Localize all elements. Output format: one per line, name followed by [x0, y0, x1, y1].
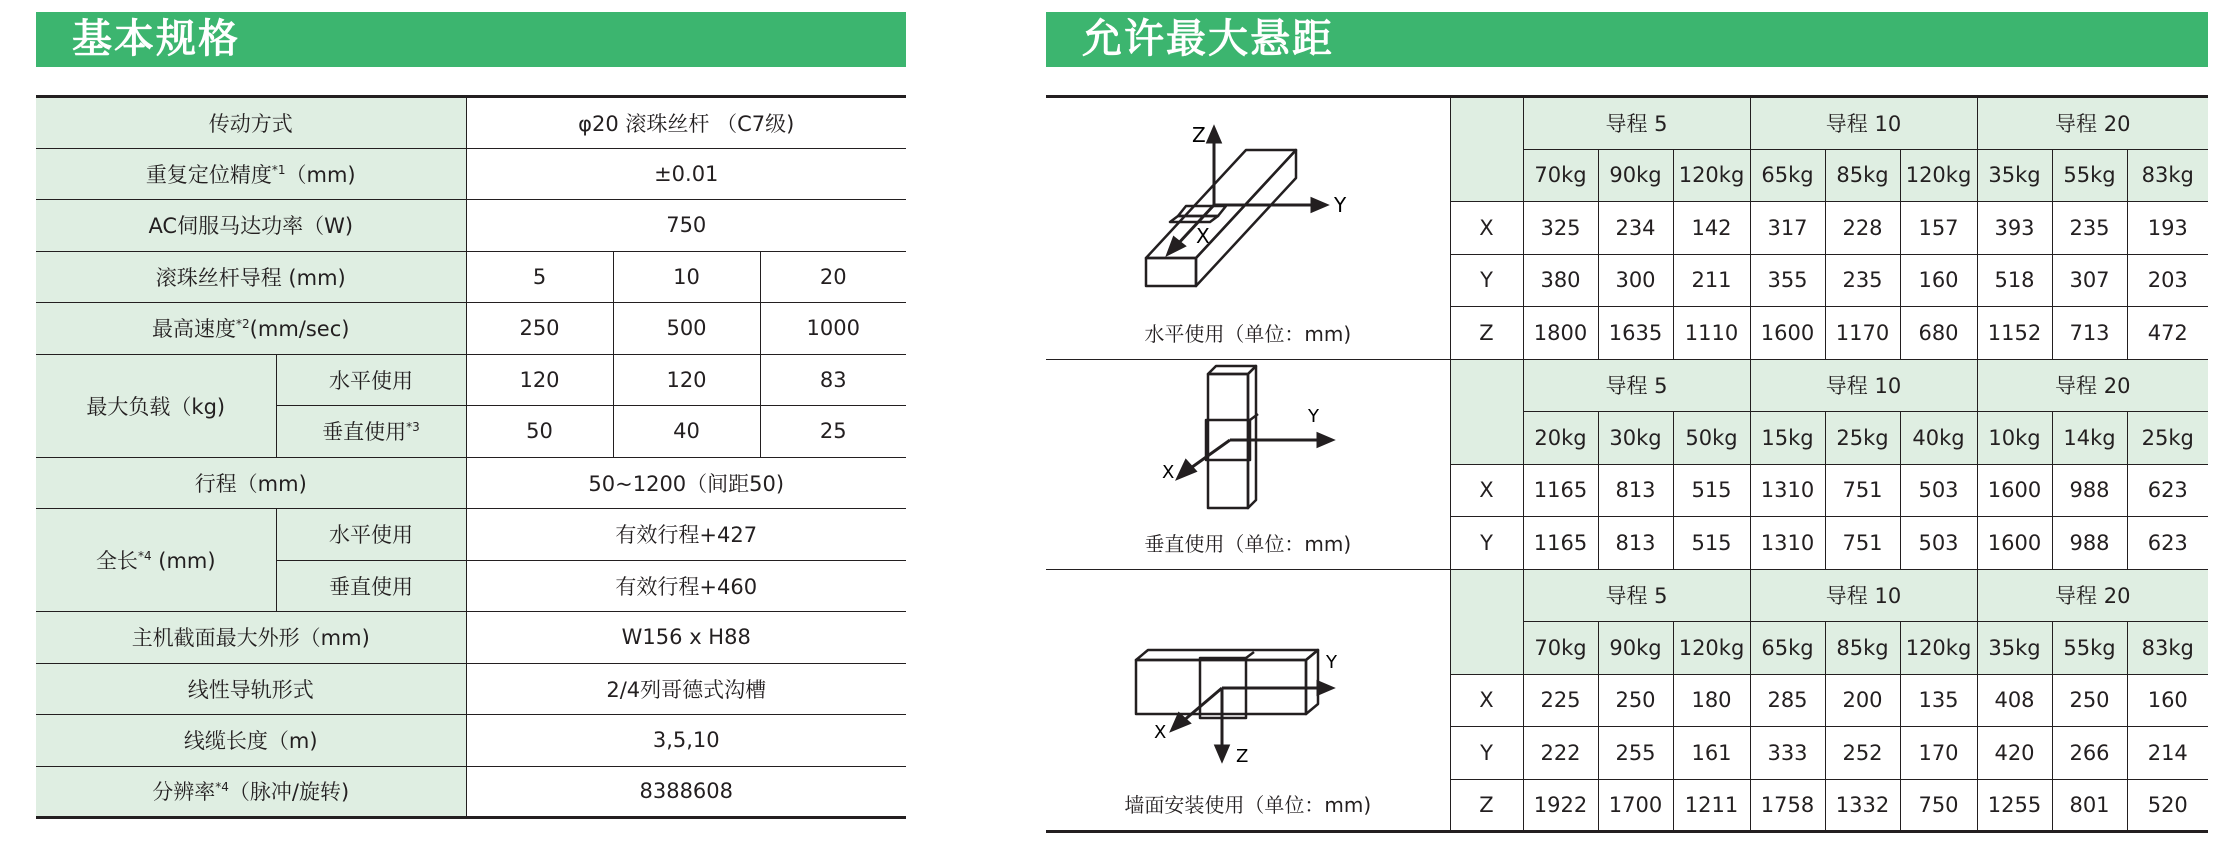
spec-sublabel: 垂直使用$^{*3}$: [276, 406, 466, 458]
lead-5-header: 导程 5: [1523, 359, 1750, 412]
overhang-value: 1635: [1598, 307, 1673, 360]
lead-5-header: 导程 5: [1523, 569, 1750, 622]
overhang-value: 1700: [1598, 779, 1673, 832]
overhang-value: 160: [2127, 674, 2208, 727]
overhang-value: 200: [1825, 674, 1900, 727]
load-header: 55kg: [2052, 622, 2127, 675]
lead-20-header: 导程 20: [1977, 569, 2208, 622]
spec-sublabel: 垂直使用: [276, 560, 466, 612]
spec-label: 最高速度$^{*2}$(mm/sec): [36, 303, 466, 355]
spec-value: ±0.01: [466, 148, 906, 200]
axis-label: Z: [1450, 307, 1523, 360]
load-header: 20kg: [1523, 412, 1598, 465]
overhang-value: 1600: [1750, 307, 1825, 360]
overhang-value: 203: [2127, 254, 2208, 307]
spec-row-motor: [36, 200, 906, 252]
overhang-value: 813: [1598, 464, 1673, 517]
load-header: 90kg: [1598, 622, 1673, 675]
overhang-value: 266: [2052, 727, 2127, 780]
overhang-value: 751: [1825, 517, 1900, 570]
overhang-value: 408: [1977, 674, 2052, 727]
svg-text:X: X: [1154, 721, 1167, 743]
overhang-value: 503: [1900, 464, 1977, 517]
spec-row-stroke: [36, 457, 906, 509]
overhang-table: [1046, 95, 2208, 833]
overhang-value: 250: [1598, 674, 1673, 727]
spec-value: 有效行程+427: [466, 509, 906, 561]
load-header: 55kg: [2052, 149, 2127, 202]
load-header: 25kg: [1825, 412, 1900, 465]
overhang-value: 234: [1598, 202, 1673, 255]
load-header: 85kg: [1825, 149, 1900, 202]
load-header: 90kg: [1598, 149, 1673, 202]
load-header: 10kg: [1977, 412, 2052, 465]
spec-value: 120: [466, 354, 613, 406]
axis-label: Y: [1450, 727, 1523, 780]
spec-label: 线性导轨形式: [36, 663, 466, 715]
load-header: 83kg: [2127, 149, 2208, 202]
svg-text:X: X: [1162, 461, 1175, 483]
overhang-value: 515: [1673, 464, 1750, 517]
overhang-value: 813: [1598, 517, 1673, 570]
spec-row-length-horizontal: [36, 509, 906, 561]
spec-value: 2/4列哥德式沟槽: [466, 663, 906, 715]
spec-value: 20: [760, 251, 906, 303]
overhang-value: 750: [1900, 779, 1977, 832]
spec-value: 750: [466, 200, 906, 252]
horizontal-use-caption: 水平使用（单位：mm): [1144, 321, 1352, 346]
overhang-value: 1600: [1977, 464, 2052, 517]
overhang-value: 1211: [1673, 779, 1750, 832]
spec-value: 10: [613, 251, 760, 303]
load-header: 30kg: [1598, 412, 1673, 465]
spec-value: W156 x H88: [466, 612, 906, 664]
wall-mount-caption: 墙面安装使用（单位：mm): [1124, 793, 1372, 817]
overhang-value: 252: [1825, 727, 1900, 780]
footnote-mark: *4: [137, 549, 152, 563]
horizontal-use-diagram: [1046, 97, 1450, 360]
spec-value: 120: [613, 354, 760, 406]
load-header: 40kg: [1900, 412, 1977, 465]
spec-label: 行程（mm): [36, 457, 466, 509]
spec-value: 1000: [760, 303, 906, 355]
load-header: 120kg: [1673, 149, 1750, 202]
spec-label: 传动方式: [36, 97, 466, 149]
spec-value: 40: [613, 406, 760, 458]
overhang-value: 160: [1900, 254, 1977, 307]
overhang-value: 211: [1673, 254, 1750, 307]
overhang-title: 允许最大悬距: [1046, 12, 2208, 67]
overhang-value: 285: [1750, 674, 1825, 727]
spec-value: 5: [466, 251, 613, 303]
load-header: 120kg: [1900, 149, 1977, 202]
overhang-value: 1165: [1523, 464, 1598, 517]
load-header: 85kg: [1825, 622, 1900, 675]
overhang-value: 1310: [1750, 464, 1825, 517]
overhang-value: 520: [2127, 779, 2208, 832]
overhang-value: 222: [1523, 727, 1598, 780]
overhang-value: 170: [1900, 727, 1977, 780]
overhang-value: 680: [1900, 307, 1977, 360]
spec-label: 全长$^{*4}$ (mm): [36, 509, 276, 612]
svg-text:Y: Y: [1308, 405, 1319, 427]
spec-value: 50: [466, 406, 613, 458]
axis-label: Z: [1450, 779, 1523, 832]
overhang-value: 623: [2127, 517, 2208, 570]
spec-value: φ20 滚珠丝杆 （C7级): [466, 97, 906, 149]
overhang-value: 142: [1673, 202, 1750, 255]
overhang-value: 1922: [1523, 779, 1598, 832]
load-header: 83kg: [2127, 622, 2208, 675]
axis-header-blank: [1450, 359, 1523, 464]
overhang-value: 1255: [1977, 779, 2052, 832]
overhang-value: 333: [1750, 727, 1825, 780]
lead-10-header: 导程 10: [1750, 359, 1977, 412]
overhang-value: 1800: [1523, 307, 1598, 360]
overhang-value: 235: [1825, 254, 1900, 307]
overhang-value: 214: [2127, 727, 2208, 780]
load-header: 35kg: [1977, 622, 2052, 675]
axis-label: Y: [1450, 517, 1523, 570]
overhang-value: 135: [1900, 674, 1977, 727]
svg-text:Z: Z: [1192, 123, 1206, 147]
overhang-value: 355: [1750, 254, 1825, 307]
lead-10-header: 导程 10: [1750, 569, 1977, 622]
overhang-value: 225: [1523, 674, 1598, 727]
basic-spec-table: [36, 95, 906, 819]
spec-row-cable: [36, 715, 906, 767]
axis-label: X: [1450, 202, 1523, 255]
load-header: 120kg: [1900, 622, 1977, 675]
spec-row-repeat: [36, 148, 906, 200]
load-header: 50kg: [1673, 412, 1750, 465]
overhang-value: 300: [1598, 254, 1673, 307]
overhang-value: 235: [2052, 202, 2127, 255]
overhang-value: 255: [1598, 727, 1673, 780]
basic-spec-title: 基本规格: [36, 12, 906, 67]
overhang-value: 325: [1523, 202, 1598, 255]
spec-value: 83: [760, 354, 906, 406]
load-header: 70kg: [1523, 149, 1598, 202]
spec-row-section: [36, 612, 906, 664]
overhang-value: 1310: [1750, 517, 1825, 570]
svg-text:X: X: [1196, 224, 1210, 248]
spec-value: 8388608: [466, 766, 906, 818]
spec-value: 50~1200（间距50): [466, 457, 906, 509]
overhang-lead-header: [1046, 359, 2208, 412]
overhang-value: 1758: [1750, 779, 1825, 832]
overhang-value: 380: [1523, 254, 1598, 307]
spec-sublabel: 水平使用: [276, 509, 466, 561]
load-header: 70kg: [1523, 622, 1598, 675]
overhang-value: 250: [2052, 674, 2127, 727]
spec-label: AC伺服马达功率（W): [36, 200, 466, 252]
load-header: 25kg: [2127, 412, 2208, 465]
overhang-value: 307: [2052, 254, 2127, 307]
axis-header-blank: [1450, 97, 1523, 202]
overhang-value: 515: [1673, 517, 1750, 570]
spec-value: 500: [613, 303, 760, 355]
overhang-value: 518: [1977, 254, 2052, 307]
spec-row-rail: [36, 663, 906, 715]
overhang-value: 1600: [1977, 517, 2052, 570]
spec-row-load-horizontal: [36, 354, 906, 406]
axis-header-blank: [1450, 569, 1523, 674]
footnote-mark: *4: [215, 780, 229, 795]
overhang-value: 420: [1977, 727, 2052, 780]
spec-value: 3,5,10: [466, 715, 906, 767]
svg-text:Y: Y: [1326, 651, 1337, 673]
overhang-value: 472: [2127, 307, 2208, 360]
overhang-value: 623: [2127, 464, 2208, 517]
spec-label: 最大负载（kg): [36, 354, 276, 457]
overhang-value: 988: [2052, 517, 2127, 570]
overhang-value: 180: [1673, 674, 1750, 727]
spec-sublabel: 水平使用: [276, 354, 466, 406]
overhang-value: 161: [1673, 727, 1750, 780]
wall-mount-diagram: [1046, 569, 1450, 832]
overhang-value: 503: [1900, 517, 1977, 570]
overhang-value: 1165: [1523, 517, 1598, 570]
lead-20-header: 导程 20: [1977, 359, 2208, 412]
spec-row-resolution: [36, 766, 906, 818]
footnote-mark: *1: [271, 162, 286, 177]
vertical-use-diagram: [1046, 359, 1450, 569]
spec-label: 滚珠丝杆导程 (mm): [36, 251, 466, 303]
load-header: 14kg: [2052, 412, 2127, 465]
overhang-value: 157: [1900, 202, 1977, 255]
overhang-value: 751: [1825, 464, 1900, 517]
lead-20-header: 导程 20: [1977, 97, 2208, 150]
overhang-value: 1152: [1977, 307, 2052, 360]
spec-label: 分辨率$^{*4}$（脉冲/旋转): [36, 766, 466, 818]
overhang-value: 1110: [1673, 307, 1750, 360]
overhang-value: 193: [2127, 202, 2208, 255]
overhang-value: 713: [2052, 307, 2127, 360]
spec-label: 线缆长度（m): [36, 715, 466, 767]
axis-label: Y: [1450, 254, 1523, 307]
axis-label: X: [1450, 674, 1523, 727]
overhang-value: 228: [1825, 202, 1900, 255]
overhang-value: 317: [1750, 202, 1825, 255]
spec-value: 25: [760, 406, 906, 458]
axis-label: X: [1450, 464, 1523, 517]
load-header: 120kg: [1673, 622, 1750, 675]
overhang-lead-header: [1046, 569, 2208, 622]
footnote-mark: *3: [406, 420, 420, 435]
spec-row-lead: [36, 251, 906, 303]
load-header: 35kg: [1977, 149, 2052, 202]
spec-row-drive: [36, 97, 906, 149]
load-header: 65kg: [1750, 149, 1825, 202]
load-header: 15kg: [1750, 412, 1825, 465]
spec-label: 主机截面最大外形（mm): [36, 612, 466, 664]
lead-10-header: 导程 10: [1750, 97, 1977, 150]
overhang-value: 801: [2052, 779, 2127, 832]
overhang-value: 988: [2052, 464, 2127, 517]
spec-value: 有效行程+460: [466, 560, 906, 612]
spec-value: 250: [466, 303, 613, 355]
overhang-value: 1332: [1825, 779, 1900, 832]
svg-text:Z: Z: [1236, 745, 1249, 767]
lead-5-header: 导程 5: [1523, 97, 1750, 150]
vertical-use-caption: 垂直使用（单位：mm): [1144, 531, 1352, 556]
spec-row-speed: [36, 303, 906, 355]
spec-label: 重复定位精度$^{*1}$（mm): [36, 148, 466, 200]
load-header: 65kg: [1750, 622, 1825, 675]
svg-text:Y: Y: [1334, 193, 1347, 217]
footnote-mark: *2: [236, 317, 250, 332]
overhang-value: 1170: [1825, 307, 1900, 360]
overhang-value: 393: [1977, 202, 2052, 255]
overhang-lead-header: [1046, 97, 2208, 150]
